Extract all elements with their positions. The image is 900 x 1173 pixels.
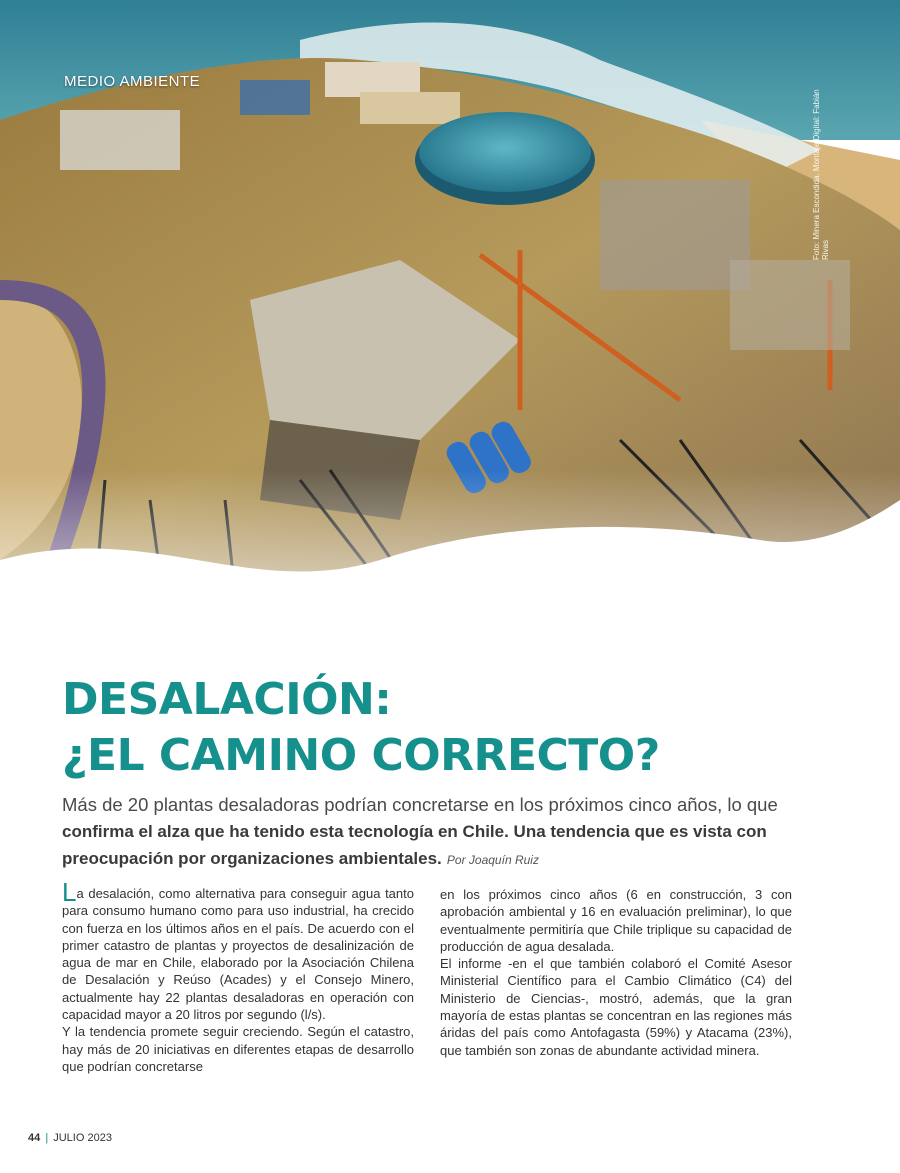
lead-first: Más de 20 plantas desaladoras podrían concretarse en los próximos cinco años, lo que bbox=[62, 794, 778, 815]
page-footer bbox=[28, 1132, 112, 1144]
title-line-2: ¿EL CAMINO CORRECTO? bbox=[62, 730, 660, 781]
lead-bold: confirma el alza que ha tenido esta tecnología en Chile. Una tendencia que es vista con preocupación por organizaciones ambientales. bbox=[62, 822, 767, 868]
body-paragraph: Y la tendencia promete seguir creciendo. Según el catastro, hay más de 20 iniciativas en diferentes etapas de desarrollo que podrían concretarse bbox=[62, 1024, 414, 1074]
body-paragraph: en los próximos cinco años (6 en construcción, 3 con aprobación ambiental y 16 en evaluación preliminar), lo que eventualmente permitiría que Chile triplique su capacidad de producción de agua desalada. bbox=[440, 887, 792, 954]
title-line-1: DESALACIÓN: bbox=[62, 674, 392, 725]
dropcap: L bbox=[62, 877, 77, 907]
footer-separator: | bbox=[45, 1132, 49, 1144]
body-text: a desalación, como alternativa para conseguir agua tanto para consumo humano como para uso industrial, ha crecido con fuerza en los últimos años en el país. De acuerdo con el primer catastro de plantas y proyectos de desalinización de agua de mar en Chile, elaborado por la Asociación Chilena de Desalación y Reúso (Acades) y el Consejo Minero, actualmente hay 22 plantas desaladoras en operación con capacidad mayor a 20 litros por segundo (l/s). bbox=[62, 886, 414, 1023]
byline: Por Joaquín Ruiz bbox=[446, 853, 539, 867]
page-number: 44 bbox=[28, 1132, 41, 1144]
section-label: MEDIO AMBIENTE bbox=[64, 73, 201, 90]
issue-date: JULIO 2023 bbox=[53, 1132, 112, 1144]
body-column-right bbox=[440, 886, 792, 1059]
body-paragraph bbox=[62, 877, 414, 1023]
body-paragraph: El informe -en el que también colaboró el Comité Asesor Ministerial Científico para el Cambio Climático (C4) del Ministerio de Ciencias-, mostró, además, que la gran mayoría de estas plantas se concentran en las regiones más áridas del país como Antofagasta (59%) y Atacama (23%), que también son zonas de abundante actividad minera. bbox=[440, 956, 792, 1058]
page-title bbox=[62, 672, 862, 784]
lead-paragraph bbox=[62, 792, 842, 873]
body-column-left bbox=[62, 877, 414, 1075]
photo-credit: Foto: Minera Escondida. Montaje Digital: Fabián Rivas bbox=[812, 89, 830, 260]
